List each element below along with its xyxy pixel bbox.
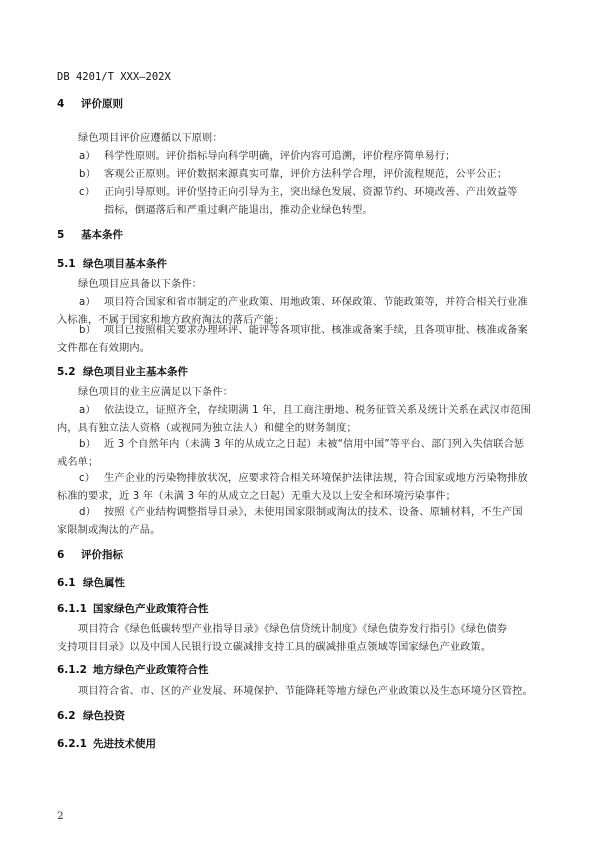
document-id: DB 4201/T XXX—202X: [57, 71, 171, 83]
list-item: b） 近 3 个自然年内（未满 3 年的从成立之日起）未被“信用中国”等平台、部门列入失信联合惩 戒名单；: [57, 439, 525, 468]
page-number: 2: [57, 810, 64, 822]
section-6-1-heading: 6.1 绿色属性: [57, 577, 125, 589]
section-4-heading: [57, 97, 545, 111]
list-item: c） 正向引导原则。评价坚持正向引导为主，突出绿色发展、资源节约、环境改善、产出效益等 指标，倒逼落后和严重过剩产能退出，推动企业绿色转型。: [79, 187, 518, 216]
section-5-2-intro: 绿色项目的业主应满足以下条件：: [78, 387, 234, 398]
list-item: a） 科学性原则。评价指标导向科学明确，评价内容可追溯，评价程序简单易行；: [79, 151, 456, 162]
section-5-1-heading: 5.1 绿色项目基本条件: [57, 258, 167, 270]
section-6-1-1-text-line1: 项目符合《绿色低碳转型产业指导目录》《绿色信贷统计制度》《绿色债券发行指引》《绿色债券: [78, 624, 508, 635]
section-6-1-2-text: 项目符合省、市、区的产业发展、环境保护、节能降耗等地方绿色产业政策以及生态环境分区管控。: [78, 686, 533, 697]
list-item: d） 按照《产业结构调整指导目录》，未使用国家限制或淘汰的技术、设备、原辅材料，不生产国 家限制或淘汰的产品。: [57, 507, 523, 536]
section-6-2-1-heading: 6.2.1 先进技术使用: [57, 738, 156, 750]
section-6-heading: 6 评价指标: [57, 549, 123, 561]
list-item: b） 客观公正原则。评价数据来源真实可靠，评价方法科学合理，评价流程规范，公平公正；: [79, 169, 508, 180]
section-5-2-heading: 5.2 绿色项目业主基本条件: [57, 366, 188, 378]
section-5-heading: 5 基本条件: [57, 229, 123, 241]
section-4-intro: 绿色项目评价应遵循以下原则：: [78, 133, 223, 144]
section-6-1-1-heading: 6.1.1 国家绿色产业政策符合性: [57, 603, 209, 615]
list-item: a） 项目符合国家和省市制定的产业政策、用地政策、环保政策、节能政策等，并符合相关行业准 入标准，不属于国家和地方政府淘汰的落后产能；: [57, 297, 528, 326]
list-item: c） 生产企业的污染物排放状况，应要求符合相关环境保护法律法规，符合国家或地方污染物排放 标准的要求，近 3 年（未满 3 年的从成立之日起）无重大及以上安全和环境污染事件；: [57, 473, 528, 502]
list-item: a） 依法设立，证照齐全，存续期满 1 年，且工商注册地、税务征管关系及统计关系在武汉市范围 内，具有独立法人资格（或视同为独立法人）和健全的财务制度；: [57, 405, 531, 434]
section-6-2-heading: 6.2 绿色投资: [57, 710, 125, 722]
section-6-1-2-heading: 6.1.2 地方绿色产业政策符合性: [57, 664, 209, 676]
section-number: 4: [57, 98, 65, 110]
section-5-1-intro: 绿色项目应具备以下条件：: [78, 279, 203, 290]
section-6-1-1-text-line2: 支持项目目录》以及中国人民银行设立碳减排支持工具的碳减排重点领域等国家绿色产业政策。: [57, 642, 492, 653]
list-item: b） 项目已按照相关要求办理环评、能评等各项审批、核准或备案手续，且各项审批、核准或备案 文件都在有效期内。: [57, 325, 528, 354]
section-title: 评价原则: [81, 98, 123, 110]
